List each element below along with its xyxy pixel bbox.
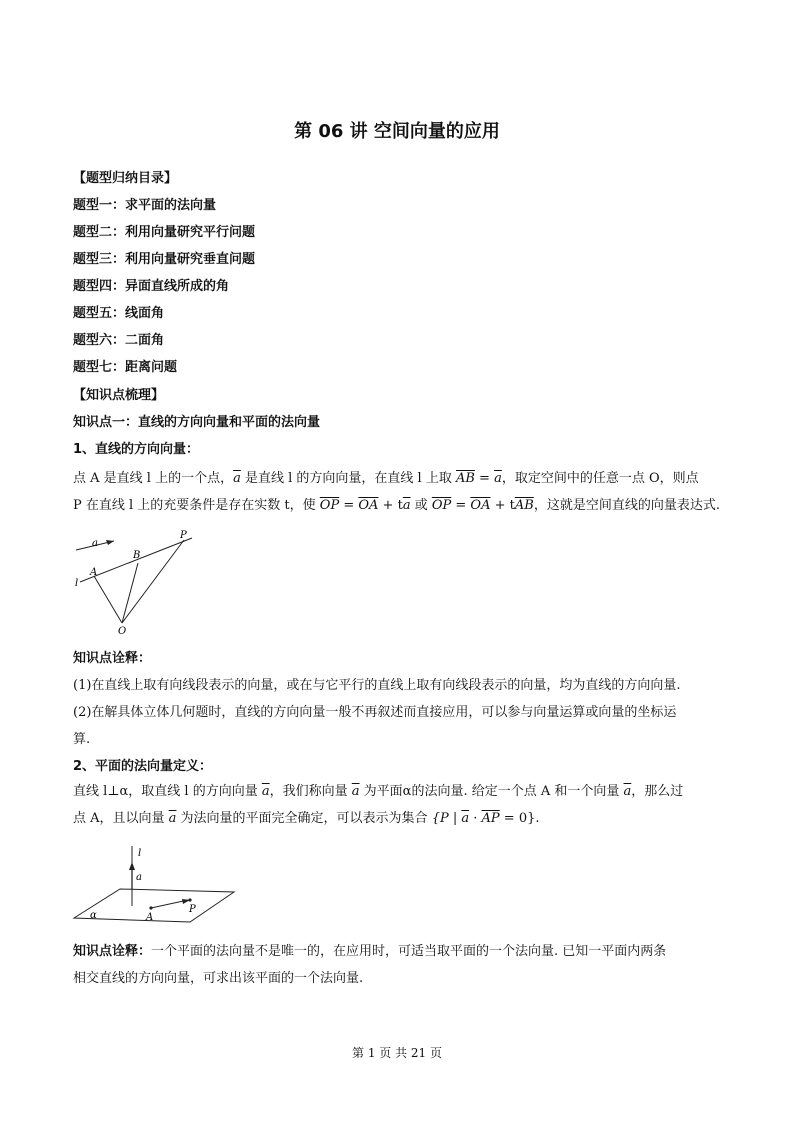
subsection-title: 2、平面的法向量定义： (73, 759, 213, 774)
knowledge-heading: 【知识点梳理】 (73, 388, 165, 403)
label-A: A (146, 912, 154, 923)
page-title: 第 06 讲 空间向量的应用 (294, 121, 500, 142)
label-B: B (133, 550, 141, 561)
toc-item: 题型五：线面角 (73, 306, 165, 321)
paragraph-normal-vector: 直线 l⊥α，取直线 l 的方向向量 $\overline{a}$，我们称向量 $\overline{a}$ 为平面α的法向量. 给定一个点 A 和一个向量 $\overline{a}$，那么过 点 A，且以向量 $\overline{a}$ 为法向量的平面完全确定，可以表示为集合 {P | $\overline{a} \cdot \overline{AP} = 0$}. (73, 784, 684, 826)
plane-normal-figure (72, 842, 242, 927)
toc-item: 题型一：求平面的法向量 (73, 198, 217, 213)
label-a: a (136, 872, 142, 883)
toc-item: 题型二：利用向量研究平行问题 (73, 225, 256, 240)
note-title: 知识点诠释： (73, 944, 152, 959)
note-line: 知识点诠释：一个平面的法向量不是唯一的，在应用时，可适当取平面的一个法向量. 已知一平面内两条 (73, 944, 667, 959)
label-P: P (189, 904, 196, 915)
label-O: O (118, 626, 127, 637)
note-title: 知识点诠释： (73, 651, 152, 666)
subsection-title: 1、直线的方向向量： (73, 442, 200, 457)
toc-item: 题型四：异面直线所成的角 (73, 279, 230, 294)
label-l: l (138, 848, 142, 859)
toc-item: 题型六：二面角 (73, 333, 165, 348)
note-item: (1)在直线上取有向线段表示的向量，或在与它平行的直线上取有向线段表示的向量，均为直线的方向向量. (73, 678, 681, 693)
label-P: P (180, 530, 187, 541)
label-A: A (90, 567, 98, 578)
label-alpha: α (90, 910, 97, 921)
label-l: l (75, 578, 79, 589)
paragraph-direction-vector: 点 A 是直线 l 上的一个点，$\overline{a}$ 是直线 l 的方向向量，在直线 l 上取 $\overline{AB} = \overline{a}$，取定空间中的任意一点 O，则点 P 在直线 l 上的充要条件是存在实数 t，使 $\overline{OP} = \overline{OA} + t\overline{a}$ 或 $\overline{OP} = \overline{OA} + t\overline{AB}$，这就是空间直线的向量表达式. (73, 471, 720, 513)
page-footer: 第 1 页 共 21 页 (352, 1046, 442, 1060)
section-title: 知识点一：直线的方向向量和平面的法向量 (73, 415, 321, 430)
label-a: a (92, 538, 98, 549)
note-item: (2)在解具体立体几何题时，直线的方向向量一般不再叙述而直接应用，可以参与向量运算或向量的坐标运 (73, 705, 677, 720)
toc-item: 题型七：距离问题 (73, 360, 178, 375)
note-item: 算. (73, 732, 91, 747)
line-direction-figure (72, 528, 222, 638)
toc-item: 题型三：利用向量研究垂直问题 (73, 252, 256, 267)
toc-heading: 【题型归纳目录】 (73, 171, 178, 186)
note-line: 相交直线的方向向量，可求出该平面的一个法向量. (73, 971, 364, 986)
